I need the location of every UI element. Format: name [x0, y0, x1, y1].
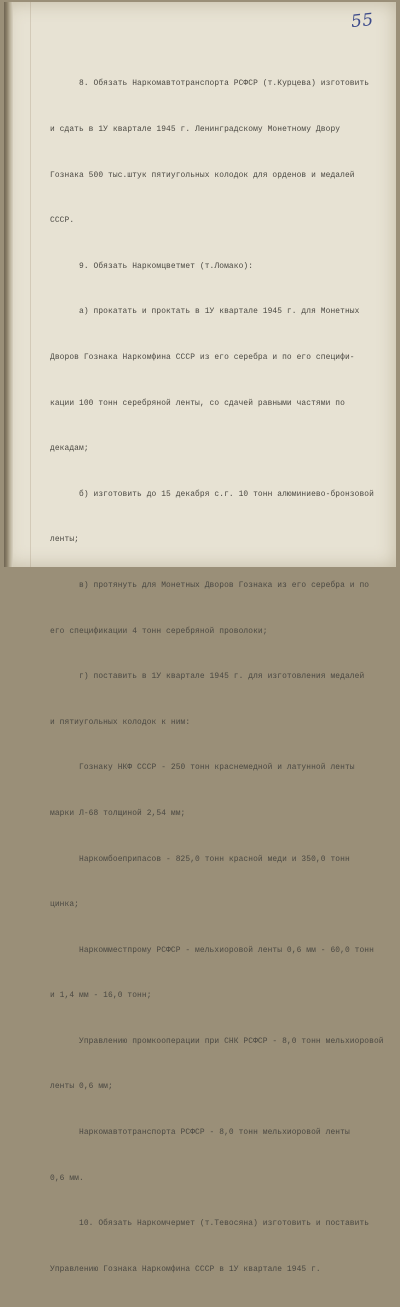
- text-line: в) протянуть для Монетных Дворов Гознака из его серебра и по: [50, 580, 370, 590]
- document-page: [4, 2, 396, 1274]
- text-line: Дворов Гознака Наркомфина СССР из его серебра и по его специфи-: [50, 352, 355, 362]
- text-line: ленты 0,6 мм;: [50, 1082, 113, 1092]
- text-line: а) прокатать и проктать в 1У квартале 1945 г. для Монетных: [50, 307, 360, 317]
- typed-text-body: [50, 46, 384, 1307]
- text-line: и пятиугольных колодок к ним:: [50, 717, 191, 727]
- text-line: Управлению Гознака Наркомфина СССР в 1У квартале 1945 г.: [50, 1264, 321, 1274]
- text-line: декадам;: [50, 444, 89, 454]
- text-line: г) поставить в 1У квартале 1945 г. для изготовления медалей: [50, 672, 365, 682]
- binding-edge: [4, 2, 13, 567]
- text-line: 9. Обязать Наркомцветмет (т.Ломако):: [50, 261, 254, 271]
- text-line: и 1,4 мм - 16,0 тонн;: [50, 991, 152, 1001]
- text-line: Управлению промкооперации при СНК РСФСР - 8,0 тонн мельхиоровой: [50, 1036, 384, 1046]
- text-line: Наркомместпрому РСФСР - мельхиоровой ленты 0,6 мм - 60,0 тонн: [50, 945, 374, 955]
- page-number: 55: [350, 9, 375, 33]
- text-line: СССР.: [50, 216, 75, 226]
- margin-fold: [30, 2, 31, 567]
- text-line: Гознаку НКФ СССР - 250 тонн краснемедной и латунной ленты: [50, 763, 355, 773]
- text-line: Наркомавтотранспорта РСФСР - 8,0 тонн мельхиоровой ленты: [50, 1128, 350, 1138]
- text-line: марки Л-68 толщиной 2,54 мм;: [50, 808, 186, 818]
- text-line: б) изготовить до 15 декабря с.г. 10 тонн алюминиево-бронзовой: [50, 489, 374, 499]
- text-line: цинка;: [50, 900, 80, 910]
- text-line: Наркомбоеприпасов - 825,0 тонн красной меди и 350,0 тонн: [50, 854, 350, 864]
- text-line: Гознака 500 тыс.штук пятиугольных колодок для орденов и медалей: [50, 170, 355, 180]
- text-line: его спецификации 4 тонн серебряной проволоки;: [50, 626, 268, 636]
- text-line: кации 100 тонн серебряной ленты, со сдачей равными частями по: [50, 398, 345, 408]
- text-line: 8. Обязать Наркомавтотранспорта РСФСР (т.Курцева) изготовить: [50, 79, 370, 89]
- text-line: 10. Обязать Наркомчермет (т.Тевосяна) изготовить и поставить: [50, 1219, 370, 1229]
- text-line: и сдать в 1У квартале 1945 г. Ленинградскому Монетному Двору: [50, 125, 341, 134]
- text-line: 0,6 мм.: [50, 1173, 84, 1183]
- text-line: ленты;: [50, 535, 80, 545]
